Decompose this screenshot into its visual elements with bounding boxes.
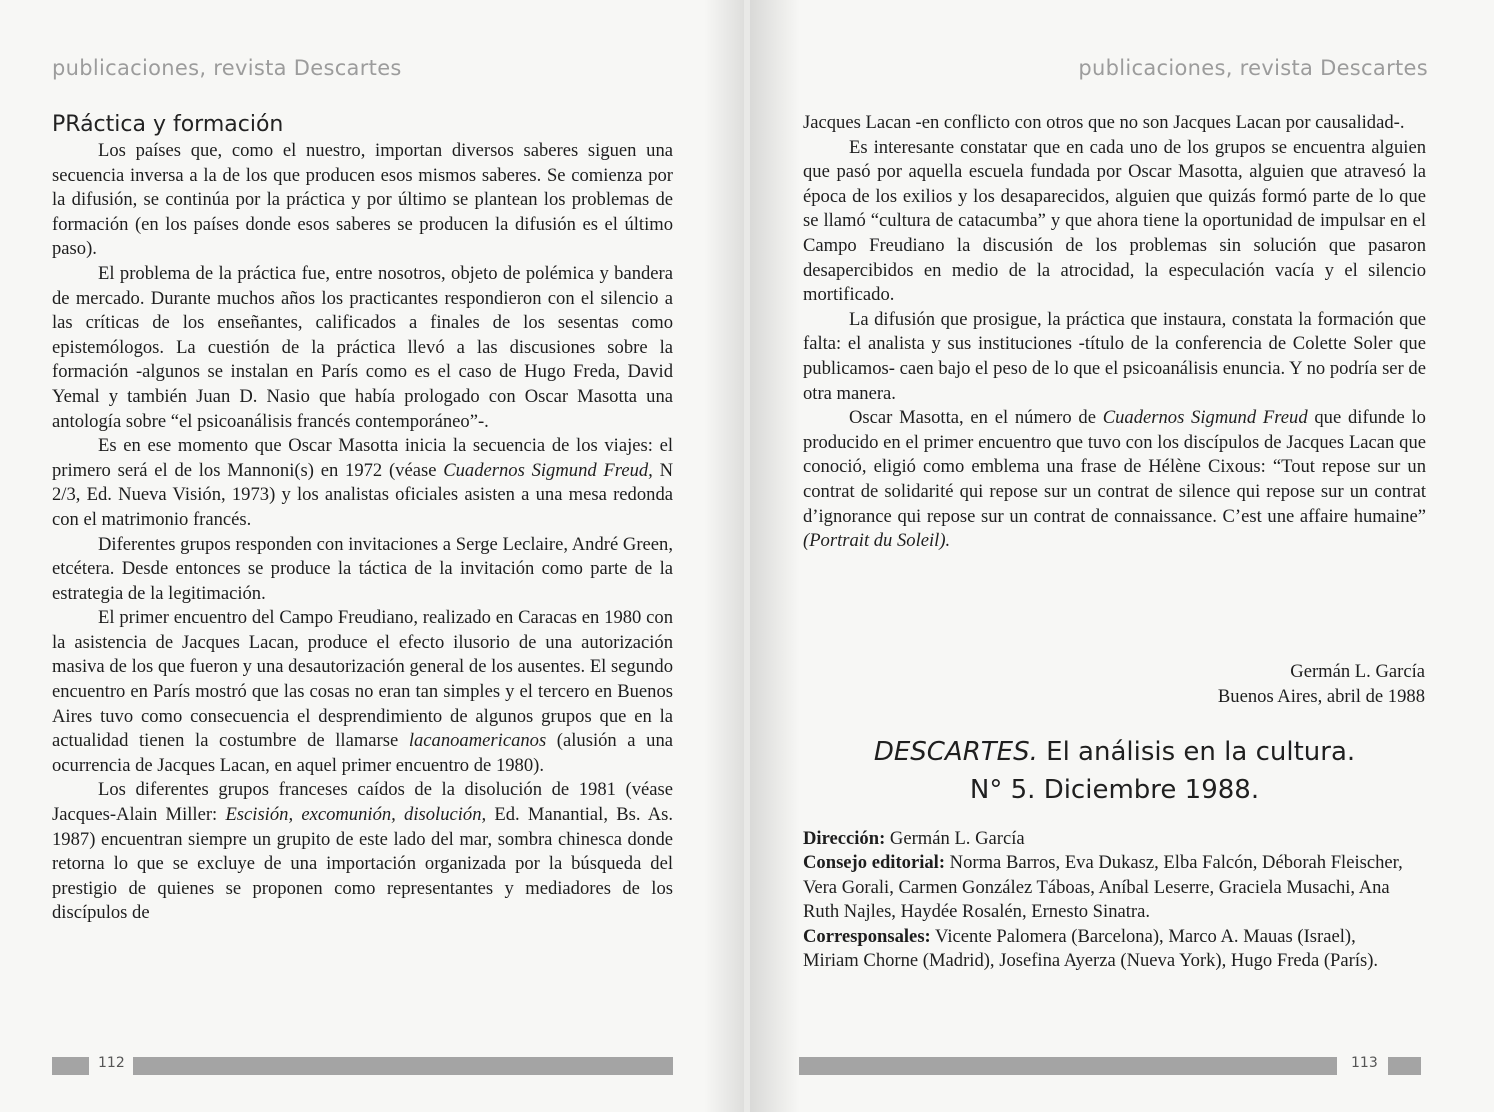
section-title: PRáctica y formación [52, 112, 284, 137]
gutter-shadow [750, 0, 800, 1112]
paragraph: Oscar Masotta, en el número de Cuadernos Sigmund Freud que difunde lo producido en el primer encuentro que tuvo con los discípulos de Jacques Lacan que conoció, eligió como emblema una frase de Hélène Cixous: “Tout repose sur un contrat de solidarité qui repose sur un contrat de silence qui repose sur un contrat d’ignorance qui repose sur un contrat de connaissance. C’est une affaire humaine” (Portrait du Soleil). [803, 407, 1426, 552]
gutter-shadow [704, 0, 744, 1112]
paragraph: Es en ese momento que Oscar Masotta inicia la secuencia de los viajes: el primero será el de los Mannoni(s) en 1972 (véase Cuadernos Sigmund Freud, N 2/3, Ed. Nueva Visión, 1973) y los analistas oficiales asisten a una mesa redonda con el matrimonio francés. [52, 435, 673, 530]
body-text [803, 111, 1426, 554]
footer-bar [799, 1057, 1337, 1075]
footer-bar [52, 1057, 89, 1075]
page-number: 113 [1351, 1055, 1378, 1071]
paragraph: La difusión que prosigue, la práctica que instaura, constata la formación que falta: el analista y sus instituciones -título de la conferencia de Colette Soler que publicamos- caen bajo el peso de lo que el psicoanálisis enuncia. Y no podría ser de otra manera. [803, 308, 1426, 404]
right-page [750, 0, 1494, 1112]
paragraph: El primer encuentro del Campo Freudiano, realizado en Caracas en 1980 con la asistencia de Jacques Lacan, produce el efecto ilusorio de una autorización masiva de los que fueron y una desautorización general de los ausentes. El segundo encuentro en París mostró que las cosas no eran tan simples y el tercero en Buenos Aires tuvo como consecuencia el desprendimiento de algunos grupos que en la actualidad tienen la costumbre de llamarse lacanoamericanos (alusión a una ocurrencia de Jacques Lacan, en aquel primer encuentro de 1980). [52, 607, 673, 776]
page-number: 112 [98, 1055, 125, 1071]
paragraph: Jacques Lacan -en conflicto con otros que no son Jacques Lacan por causalidad-. [803, 112, 1405, 133]
journal-name: DESCARTES. [873, 737, 1038, 767]
credit-corresponsales: Corresponsales: Vicente Palomera (Barcelona), Marco A. Mauas (Israel), Miriam Chorne (Madrid), Josefina Ayerza (Nueva York), Hugo Freda (París). [803, 925, 1379, 972]
credit-direccion: Dirección: Germán L. García [803, 828, 1025, 849]
journal-subtitle: El análisis en la cultura. [1037, 737, 1356, 767]
footer-bar [1388, 1057, 1421, 1075]
paragraph: El problema de la práctica fue, entre nosotros, objeto de polémica y bandera de mercado. Durante muchos años los practicantes respondieron con el silencio a las críticas de los enseñantes, calificados a finales de los sesentas como epistemólogos. La cuestión de la práctica llevó a las discusiones sobre la formación -algunos se instalan en París como es el caso de Hugo Freda, David Yemal y también Juan D. Nasio que había prologado con Oscar Masotta una antología sobre “el psicoanálisis francés contemporáneo”-. [52, 262, 673, 432]
credit-consejo-editorial: Consejo editorial: Norma Barros, Eva Dukasz, Elba Falcón, Déborah Fleischer, Vera Gorali, Carmen González Táboas, Aníbal Leserre, Graciela Musachi, Ana Ruth Najles, Haydée Rosalén, Ernesto Sinatra. [803, 852, 1403, 923]
signature-name: Germán L. García [1290, 661, 1425, 682]
issue-line: N° 5. Diciembre 1988. [969, 775, 1260, 805]
paragraph: Es interesante constatar que en cada uno de los grupos se encuentra alguien que pasó por aquella escuela fundada por Oscar Masotta, alguien que atravesó la época de los exilios y los desaparecidos, alguien que quizás formó parte de lo que se llamó “cultura de catacumba” y que ahora tiene la oportunidad de impulsar en el Campo Freudiano la discusión de los problemas sin solución que pasaron desapercibidos en medio de la atrocidad, la especulación vacía y el silencio mortificado. [803, 136, 1426, 306]
signature-place-date: Buenos Aires, abril de 1988 [1217, 686, 1425, 707]
publication-title [803, 733, 1426, 809]
left-page [0, 0, 744, 1112]
paragraph: Diferentes grupos responden con invitaciones a Serge Leclaire, André Green, etcétera. Desde entonces se produce la táctica de la invitación como parte de la estrategia de la legitimación. [52, 533, 673, 604]
running-header: publicaciones, revista Descartes [52, 56, 402, 80]
credits [803, 827, 1403, 973]
paragraph: Los países que, como el nuestro, importan diversos saberes siguen una secuencia inversa a la de los que producen esos mismos saberes. Se comienza por la difusión, se continúa por la práctica y por último se plantean los problemas de formación (en los países donde esos saberes se producen la difusión es el último paso). [52, 140, 673, 260]
running-header: publicaciones, revista Descartes [1078, 56, 1428, 80]
footer-bar [133, 1057, 673, 1075]
body-text [52, 139, 673, 926]
paragraph: Los diferentes grupos franceses caídos de la disolución de 1981 (véase Jacques-Alain Miller: Escisión, excomunión, disolución, Ed. Manantial, Bs. As. 1987) encuentran siempre un grupito de este lado del mar, sombra chinesca donde retorna lo que se excluye de una importación organizada por la búsqueda del prestigio de quienes se proponen como representantes y mediadores de los discípulos de [52, 779, 674, 924]
